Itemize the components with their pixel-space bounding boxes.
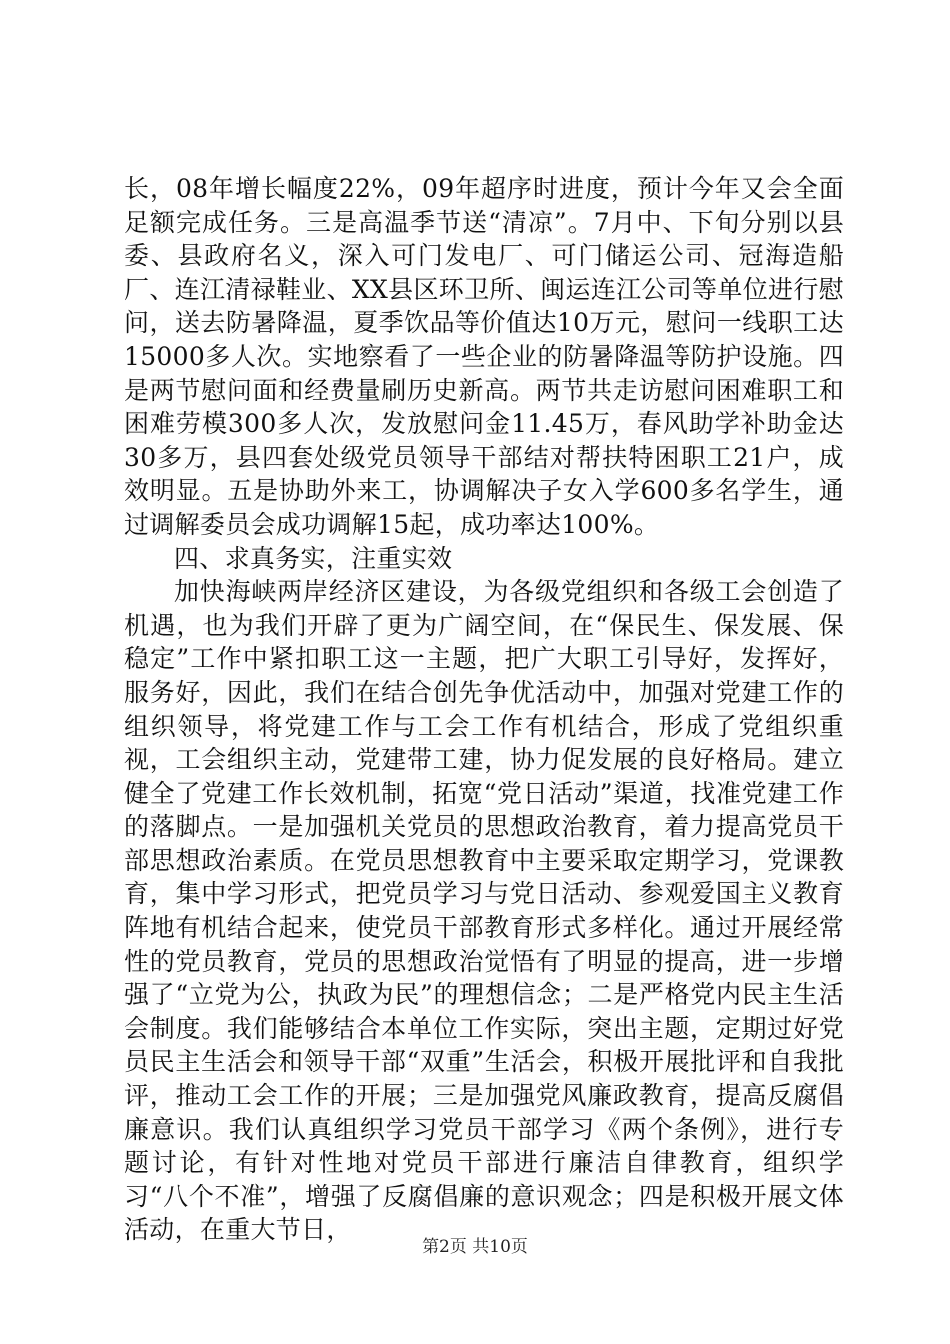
section-heading: 四、求真务实，注重实效 [174,543,453,573]
page-footer: 第2页 共10页 [422,1237,528,1257]
document-body [124,172,844,1247]
paragraph-section-4: 加快海峡两岸经济区建设，为各级党组织和各级工会创造了机遇，也为我们开辟了更为广阔空间，在“保民生、保发展、保稳定”工作中紧扣职工这一主题，把广大职工引导好，发挥好，服务好，因此，我们在结合创先争优活动中，加强对党建工作的组织领导，将党建工作与工会工作有机结合，形成了党组织重视，工会组织主动，党建带工建，协力促发展的良好格局。建立健全了党建工作长效机制，拓宽“党日活动”渠道，找准党建工作的落脚点。一是加强机关党员的思想政治教育，着力提高党员干部思想政治素质。在党员思想教育中主要采取定期学习，党课教育，集中学习形式，把党员学习与党日活动、参观爱国主义教育阵地有机结合起来，使党员干部教育形式多样化。通过开展经常性的党员教育，党员的思想政治觉悟有了明显的提高，进一步增强了“立党为公，执政为民”的理想信念；二是严格党内民主生活会制度。我们能够结合本单位工作实际，突出主题，定期过好党员民主生活会和领导干部“双重”生活会，积极开展批评和自我批评，推动工会工作的开展；三是加强党风廉政教育，提高反腐倡廉意识。我们认真组织学习党员干部学习《两个条例》，进行专题讨论，有针对性地对党员干部进行廉洁自律教育，组织学习“八个不准”，增强了反腐倡廉的意识观念；四是积极开展文体活动，在重大节日， [124,577,844,1245]
paragraph-continued: 长，08年增长幅度22%，09年超序时进度，预计今年又会全面足额完成任务。三是高温季节送“清凉”。7月中、下旬分别以县委、县政府名义，深入可门发电厂、可门储运公司、冠海造船厂、连江清禄鞋业、XX县区环卫所、闽运连江公司等单位进行慰问，送去防暑降温，夏季饮品等价值达10万元，慰问一线职工达15000多人次。实地察看了一些企业的防暑降温等防护设施。四是两节慰问面和经费量刷历史新高。两节共走访慰问困难职工和困难劳模300多人次，发放慰问金11.45万，春风助学补助金达30多万，县四套处级党员领导干部结对帮扶特困职工21户，成效明显。五是协助外来工，协调解决子女入学600多名学生，通过调解委员会成功调解15起，成功率达100%。 [124,174,844,539]
